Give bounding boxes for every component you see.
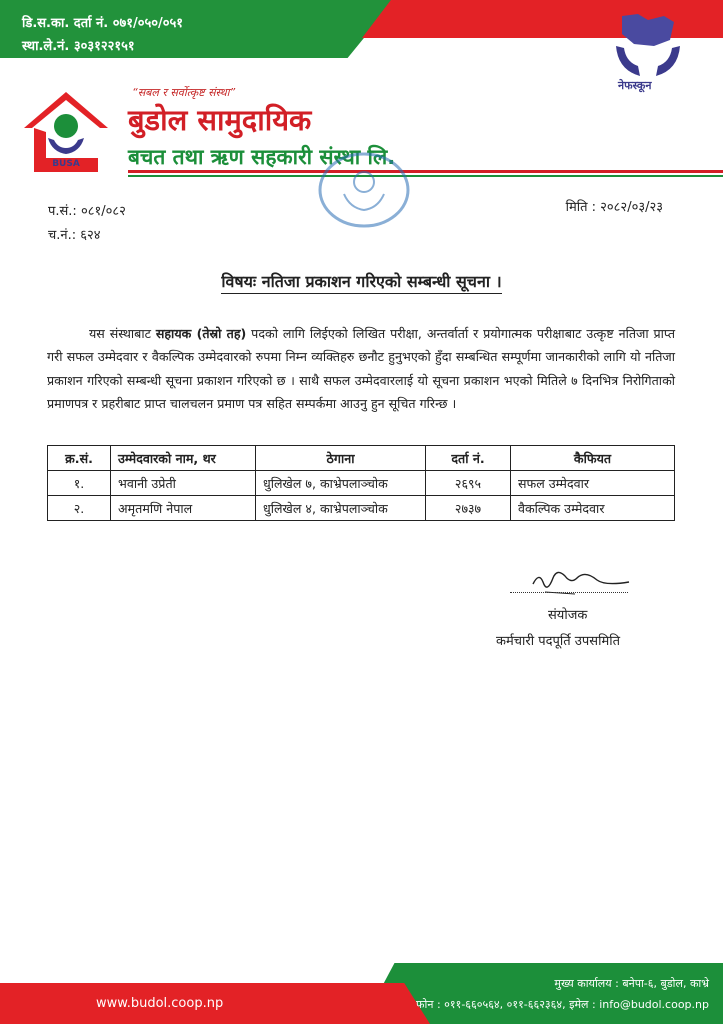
col-remarks: कैफियत: [511, 446, 675, 471]
signature-line: [510, 592, 628, 593]
notice-subject-text: विषयः नतिजा प्रकाशन गरिएको सम्बन्धी सूचना ।: [221, 272, 501, 294]
notice-body: [47, 322, 675, 416]
letter-date: मिति : २०८२/०३/२३: [565, 200, 663, 215]
table-header-row: [48, 446, 675, 471]
cell-serial: १.: [48, 471, 111, 496]
org-name: बुडोल सामुदायिक: [128, 103, 312, 137]
nefscun-logo-text: नेफस्कून: [618, 79, 652, 92]
table-row: [48, 496, 675, 521]
header-rule-green: [128, 175, 723, 177]
col-serial: क्र.सं.: [48, 446, 111, 471]
cell-reg-no: २६९५: [426, 471, 511, 496]
signatory-title: संयोजक: [548, 608, 588, 623]
org-slogan: “सबल र सर्वोत्कृष्ट संस्था”: [132, 86, 236, 99]
office-address: मुख्य कार्यालय : बनेपा-६, बुडोल, काभ्रे: [554, 977, 709, 990]
header-rule-red: [128, 170, 723, 173]
busa-logo-icon: [22, 90, 110, 176]
cell-address: धुलिखेल ४, काभ्रेपलाञ्चोक: [256, 496, 426, 521]
body-part-2: पदको लागि लिईएको लिखित परीक्षा, अन्तर्वार्ता र प्रयोगात्मक परीक्षाबाट उत्कृष्ट नतिजा प्राप्त गरी सफल उम्मेदवार र वैकल्पिक उम्मेदवारको रुपमा निम्न व्यक्तिहरु छनौट हुनुभएको हुँदा सम्बन्धित सम्पूर्णमा जानकारीको लागि यो नतिजा प्रकाशन गरिएको सम्बन्धी सूचना प्रकाशन गरिएको छ । साथै सफल उम्मेदवारलाई यो सूचना प्रकाशन भएको मितिले ७ दिनभित्र निरोगिताको प्रमाणपत्र र प्रहरीबाट प्राप्त चालचलन प्रमाण पत्र सहित सम्पर्कमा आउनु हुन सूचित गरिन्छ ।: [47, 326, 675, 412]
signatory-committee: कर्मचारी पदपूर्ति उपसमिति: [496, 634, 620, 649]
cell-name: अमृतमणि नेपाल: [111, 496, 256, 521]
results-table: [47, 445, 675, 521]
website-link[interactable]: www.budol.coop.np: [96, 996, 224, 1011]
stamp-watermark-icon: [316, 150, 412, 230]
contact-info: फोन : ०११-६६०५६४, ०११-६६२३६४, इमेल : info@budol.coop.np: [416, 998, 709, 1011]
signature-icon: [505, 564, 635, 600]
cell-remarks: सफल उम्मेदवार: [511, 471, 675, 496]
col-address: ठेगाना: [256, 446, 426, 471]
dispatch-number: च.नं.: ६२४: [48, 228, 101, 243]
reference-number: प.सं.: ०८१/०८२: [48, 204, 126, 219]
position-name: सहायक (तेस्रो तह): [155, 326, 247, 341]
cell-reg-no: २७३७: [426, 496, 511, 521]
table-row: [48, 471, 675, 496]
cell-remarks: वैकल्पिक उम्मेदवार: [511, 496, 675, 521]
col-reg-no: दर्ता नं.: [426, 446, 511, 471]
busa-logo-text: BUSA: [52, 159, 80, 169]
cell-serial: २.: [48, 496, 111, 521]
body-part-1: यस संस्थाबाट: [89, 326, 156, 341]
pan-number: स्था.ले.नं. ३०३१२२१५१: [22, 39, 135, 54]
registration-number: डि.स.का. दर्ता नं. ०७१/०५०/०५१: [22, 16, 184, 31]
cell-address: धुलिखेल ७, काभ्रेपलाञ्चोक: [256, 471, 426, 496]
org-subtitle: बचत तथा ऋण सहकारी संस्था लि.: [128, 145, 396, 169]
notice-subject: [0, 270, 723, 292]
col-name: उम्मेदवारको नाम, थर: [111, 446, 256, 471]
cell-name: भवानी उप्रेती: [111, 471, 256, 496]
